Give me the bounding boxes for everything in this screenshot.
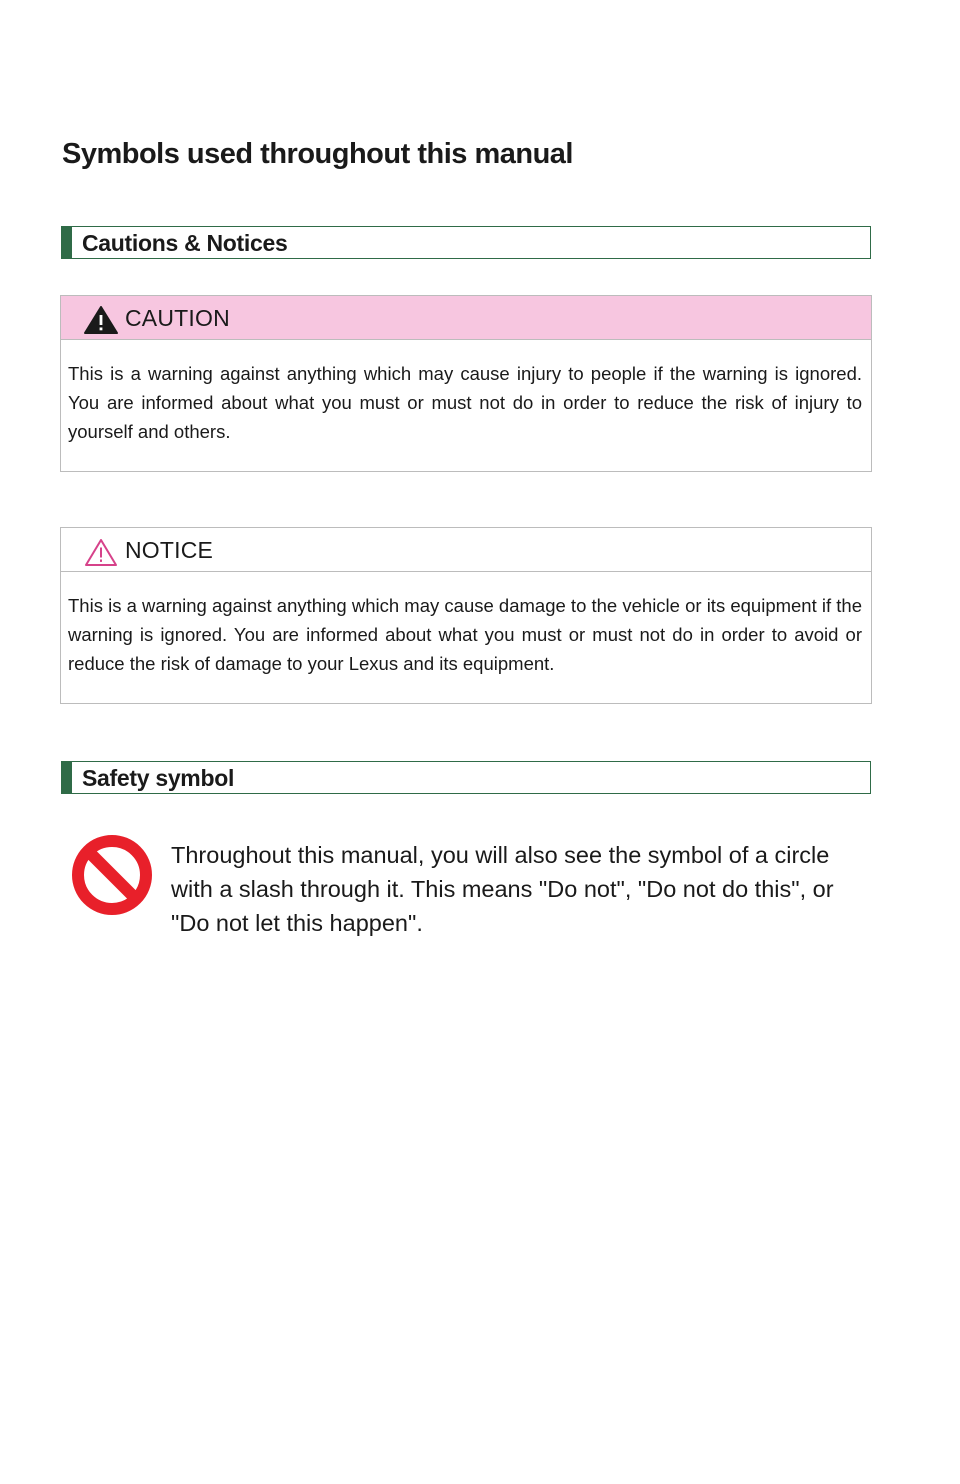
warning-triangle-outline-icon: [83, 537, 119, 567]
page-title: Symbols used throughout this manual: [62, 138, 573, 170]
notice-box-header: [61, 528, 871, 572]
section-header-bar: [62, 762, 72, 793]
section-header-bar: [62, 227, 72, 258]
section-header-label: Safety symbol: [82, 765, 235, 791]
notice-title: NOTICE: [125, 537, 214, 563]
warning-triangle-filled-icon: [83, 305, 119, 335]
caution-title: CAUTION: [125, 305, 230, 331]
section-header-label: Cautions & Notices: [82, 230, 288, 256]
caution-body: This is a warning against anything which may cause injury to people if the warning is ignored. You are informed about what you must or must not do in order to reduce the risk of injury to yourself and others.: [68, 363, 862, 442]
caution-box-header: [61, 296, 871, 340]
section-header-cautions-notices: [61, 226, 871, 259]
safety-symbol-description: Throughout this manual, you will also see the symbol of a circle with a slash through it. This means "Do not", "Do not do this", or "Do not let this happen".: [171, 842, 834, 936]
prohibition-icon: [70, 833, 154, 917]
caution-box: [60, 295, 872, 472]
notice-body: This is a warning against anything which may cause damage to the vehicle or its equipment if the warning is ignored. You are informed about what you must or must not do in order to avoid or reduce the risk of damage to your Lexus and its equipment.: [68, 595, 862, 674]
notice-box: [60, 527, 872, 704]
section-header-safety-symbol: [61, 761, 871, 794]
